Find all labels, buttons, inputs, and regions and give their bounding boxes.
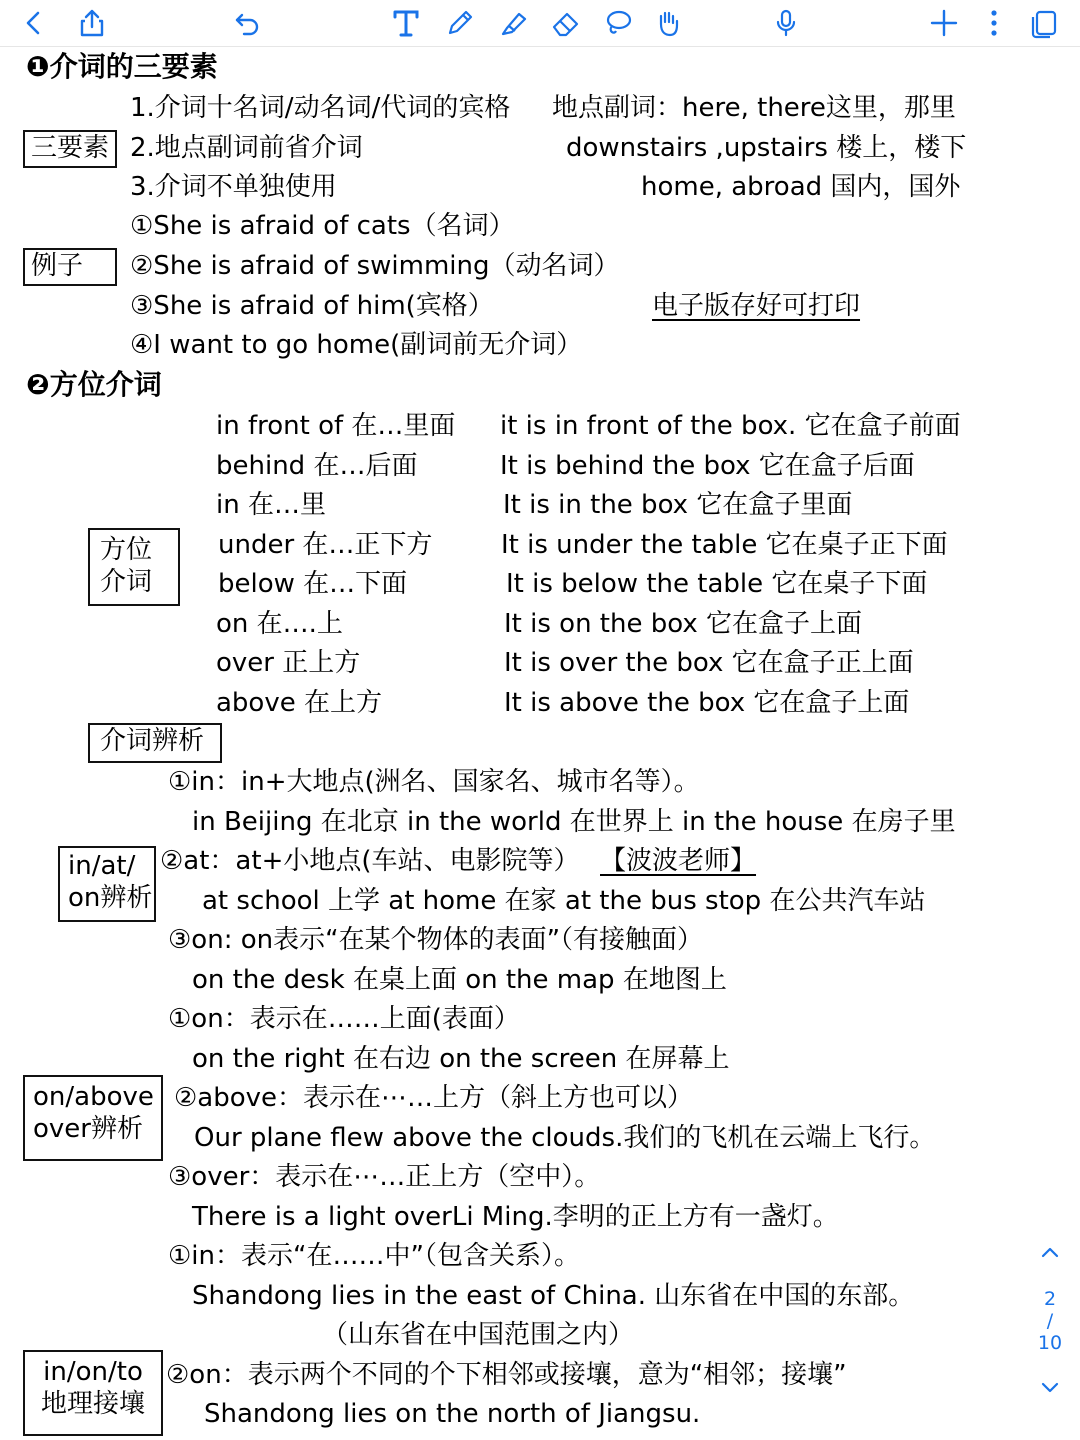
analysis-line: ①on：表示在……上面(表面） [168,1004,520,1034]
example-sentence: It is over the box 它在盒子正上面 [504,648,914,678]
teacher-tag: 【波波老师】 [600,846,757,876]
example-line: ①She is afraid of cats（名词） [130,211,515,241]
label-box-text: in/on/to [43,1357,143,1387]
preposition: above 在上方 [216,688,382,718]
pages-icon[interactable] [1024,4,1064,42]
example-sentence: It is below the table 它在桌子下面 [506,569,928,599]
analysis-line: ②at：at+小地点(车站、电影院等） [160,846,580,876]
rule-line: 1.介词十名词/动名词/代词的宾格 [130,93,511,123]
hand-icon[interactable] [648,4,688,42]
preposition: on 在….上 [216,609,343,639]
label-box [58,846,156,922]
current-page: 2 [1043,1288,1057,1310]
total-pages: 10 [1037,1332,1063,1354]
analysis-line: ①in：表示“在……中”（包含关系）。 [168,1241,580,1271]
analysis-line: in Beijing 在北京 in the world 在世界上 in the house 在房子里 [192,807,956,837]
label-box-text: on/above [33,1082,154,1112]
preposition: behind 在…后面 [216,451,418,481]
label-box [23,248,117,286]
pen-icon[interactable] [440,4,480,42]
adverb-line: home, abroad 国内，国外 [641,172,961,202]
add-icon[interactable] [924,4,964,42]
example-sentence: it is in front of the box. 它在盒子前面 [500,411,961,441]
example-line: ④I want to go home(副词前无介词） [130,330,583,360]
label-box [23,1075,163,1161]
eraser-icon[interactable] [546,4,586,42]
label-box [88,723,222,763]
undo-icon[interactable] [228,4,268,42]
page-up-icon[interactable] [1028,1242,1072,1268]
analysis-line: ②on：表示两个不同的个下相邻或接壤，意为“相邻；接壤” [166,1360,847,1390]
analysis-line: Our plane flew above the clouds.我们的飞机在云端上飞行。 [194,1123,936,1153]
section-title: ❶介词的三要素 [26,50,218,83]
example-line: ③She is afraid of him(宾格） [130,291,494,321]
rule-line: 2.地点副词前省介词 [130,133,363,163]
adverb-line: 地点副词：here, there这里，那里 [552,93,956,123]
more-icon[interactable] [974,4,1014,42]
example-sentence: It is on the box 它在盒子上面 [504,609,863,639]
analysis-line: on the right 在右边 on the screen 在屏幕上 [192,1044,730,1074]
toolbar [0,0,1080,46]
label-box-text: 地理接壤 [40,1389,145,1419]
preposition: below 在…下面 [218,569,408,599]
label-box-text: over辨析 [33,1114,143,1144]
analysis-line: on the desk 在桌上面 on the map 在地图上 [192,965,727,995]
page-down-icon[interactable] [1028,1376,1072,1402]
share-icon[interactable] [72,4,112,42]
label-box-text: on辨析 [68,883,153,913]
analysis-line: ③on: on表示“在某个物体的表面”（有接触面） [168,925,704,955]
label-box [23,1350,163,1436]
text-tool-icon[interactable] [386,4,426,42]
example-sentence: It is above the box 它在盒子上面 [504,688,910,718]
label-box-text: 三要素 [30,133,109,163]
label-box-text: 方位 [100,535,153,565]
adverb-line: downstairs ,upstairs 楼上，楼下 [566,133,967,163]
preposition: over 正上方 [216,648,361,678]
example-line: ②She is afraid of swimming（动名词） [130,251,620,281]
label-box-text: in/at/ [68,851,136,881]
label-box [23,130,117,168]
analysis-line: at school 上学 at home 在家 at the bus stop 在公共汽车站 [202,886,926,916]
label-box-text: 例子 [31,251,84,281]
section-title: ❷方位介词 [26,368,162,401]
example-sentence: It is in the box 它在盒子里面 [503,490,853,520]
microphone-icon[interactable] [766,4,806,42]
example-sentence: It is under the table 它在桌子正下面 [501,530,948,560]
analysis-line: ③over：表示在⋯…正上方（空中）。 [168,1162,601,1192]
example-sentence: It is behind the box 它在盒子后面 [500,451,915,481]
back-icon[interactable] [14,4,54,42]
rule-line: 3.介词不单独使用 [130,172,337,202]
analysis-line: Shandong lies on the north of Jiangsu. [204,1399,701,1429]
label-box [88,528,180,606]
preposition: in 在…里 [216,490,326,520]
analysis-line: ②above：表示在⋯…上方（斜上方也可以） [174,1083,694,1113]
preposition: in front of 在…里面 [216,411,456,441]
analysis-line: There is a light overLi Ming.李明的正上方有一盏灯。 [192,1202,839,1232]
highlighter-icon[interactable] [494,4,534,42]
label-box-text: 介词 [100,567,153,597]
analysis-line: ①in：in+大地点(洲名、国家名、城市名等）。 [168,767,700,797]
print-note: 电子版存好可打印 [652,291,861,321]
lasso-icon[interactable] [598,4,638,42]
preposition: under 在…正下方 [218,530,433,560]
page-separator: / [1046,1310,1054,1332]
label-box-text: 介词辨析 [100,726,205,756]
toolbar-divider [0,46,1080,47]
analysis-line: （山东省在中国范围之内） [322,1320,635,1350]
analysis-line: Shandong lies in the east of China. 山东省在中国的东部。 [192,1281,915,1311]
